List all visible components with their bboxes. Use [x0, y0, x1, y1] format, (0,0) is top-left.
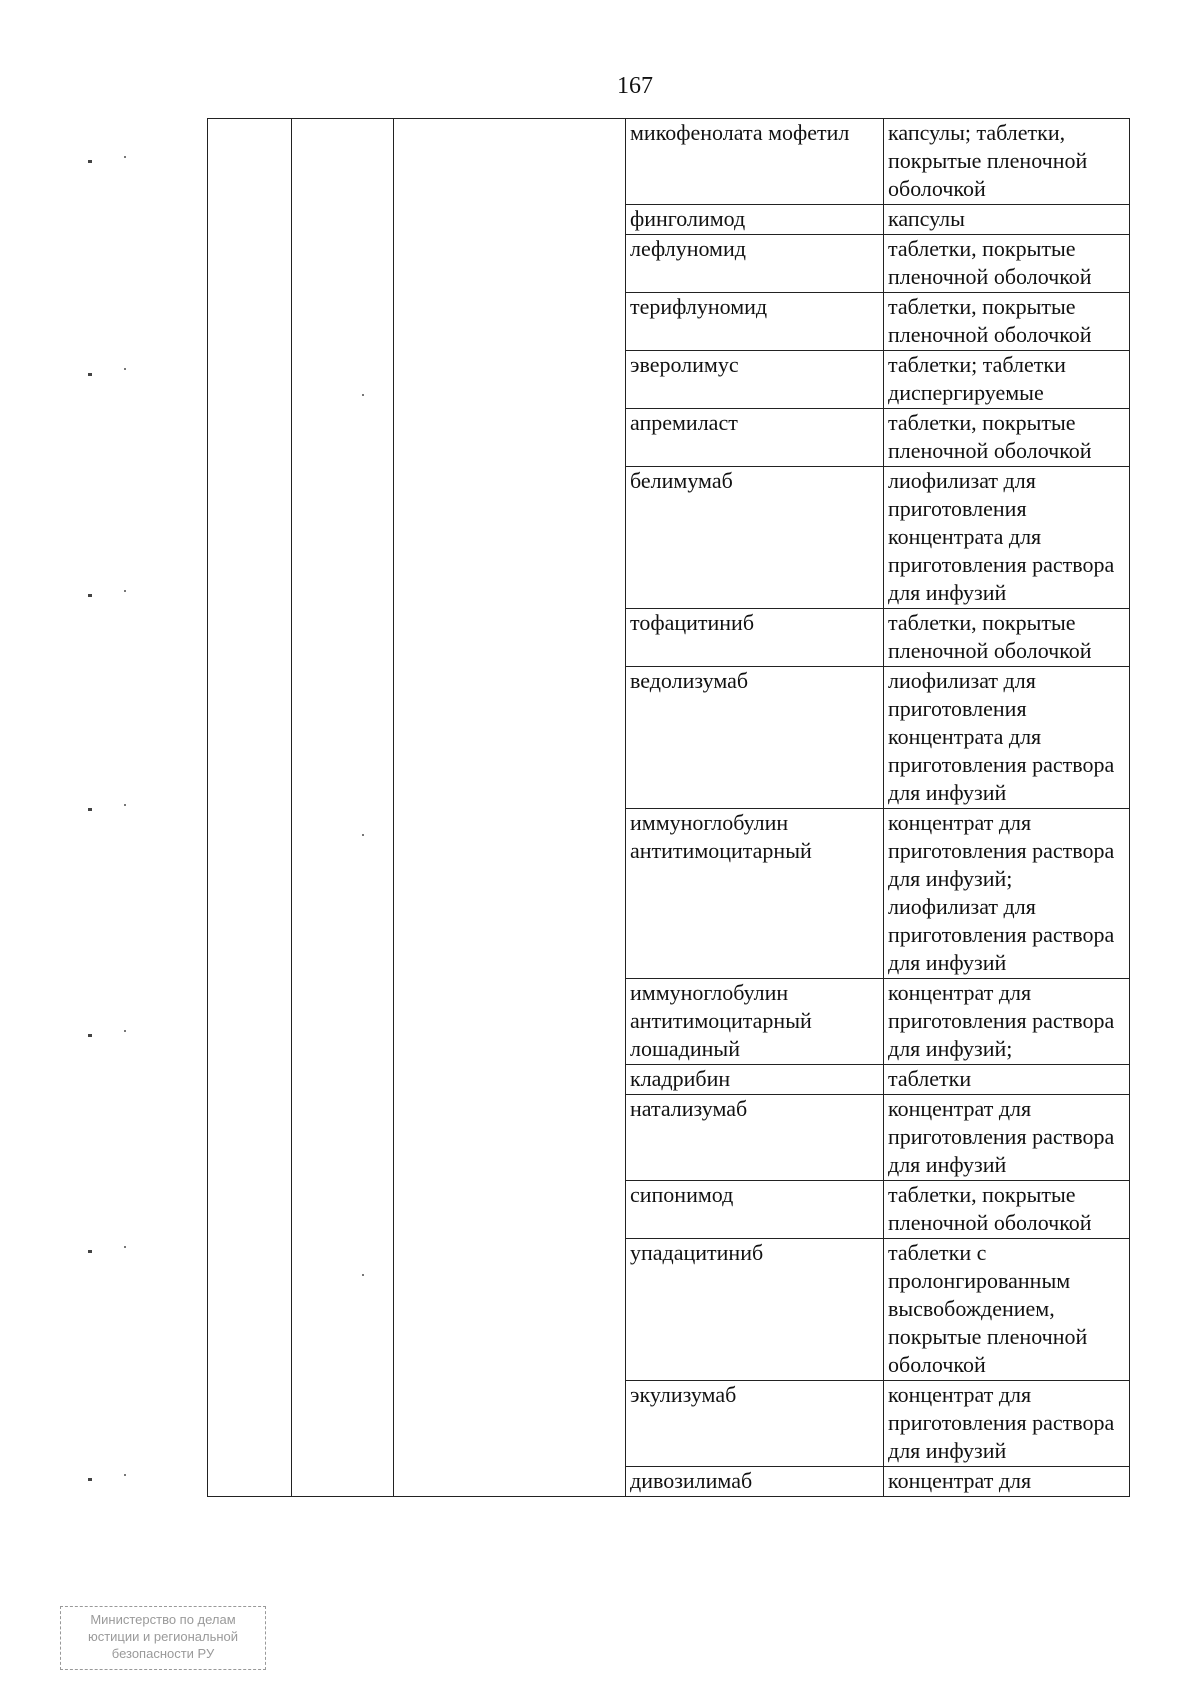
drug-name-cell: апремиласт	[626, 409, 884, 467]
dosage-form-cell: таблетки	[884, 1065, 1130, 1095]
scan-mark	[124, 156, 126, 158]
registration-stamp	[60, 1606, 266, 1670]
stamp-line: безопасности РУ	[111, 1646, 215, 1661]
scan-mark	[124, 1030, 126, 1032]
dosage-form-cell: таблетки, покрытые пленочной оболочкой	[884, 409, 1130, 467]
dosage-form-cell: таблетки, покрытые пленочной оболочкой	[884, 609, 1130, 667]
scan-mark	[124, 1474, 126, 1476]
stamp-line: Министерство по делам	[90, 1612, 236, 1627]
drug-name-cell: тофацитиниб	[626, 609, 884, 667]
scan-mark	[124, 590, 126, 592]
table-row	[208, 119, 1130, 205]
drug-name-cell: терифлуномид	[626, 293, 884, 351]
dosage-form-cell: таблетки, покрытые пленочной оболочкой	[884, 293, 1130, 351]
scan-mark	[124, 804, 126, 806]
scan-mark	[88, 594, 92, 597]
scan-mark	[88, 1478, 92, 1481]
drug-name-cell: финголимод	[626, 205, 884, 235]
drug-name-cell: лефлуномид	[626, 235, 884, 293]
drug-name-cell: иммуноглобулин антитимоцитарный	[626, 809, 884, 979]
dosage-form-cell: капсулы	[884, 205, 1130, 235]
stamp-line: юстиции и региональной	[87, 1629, 239, 1644]
scan-mark	[88, 1250, 92, 1253]
page-number: 167	[617, 73, 653, 99]
drug-name-cell: иммуноглобулин антитимоцитарный лошадиный	[626, 979, 884, 1065]
dosage-form-cell: таблетки, покрытые пленочной оболочкой	[884, 1181, 1130, 1239]
dosage-form-cell: концентрат для приготовления раствора для инфузий; лиофилизат для приготовления раствора для инфузий	[884, 809, 1130, 979]
drug-name-cell: белимумаб	[626, 467, 884, 609]
drug-name-cell: экулизумаб	[626, 1381, 884, 1467]
scan-mark	[124, 1246, 126, 1248]
dosage-form-cell: таблетки с пролонгированным высвобождением, покрытые пленочной оболочкой	[884, 1239, 1130, 1381]
empty-column-cell	[292, 119, 394, 1497]
scan-mark	[88, 373, 92, 376]
drug-name-cell: натализумаб	[626, 1095, 884, 1181]
scan-mark	[88, 160, 92, 163]
empty-column-cell	[394, 119, 626, 1497]
scan-mark	[88, 1034, 92, 1037]
dosage-form-cell: концентрат для приготовления раствора для инфузий	[884, 1095, 1130, 1181]
drug-table	[207, 118, 1130, 1497]
dosage-form-cell: таблетки, покрытые пленочной оболочкой	[884, 235, 1130, 293]
dosage-form-cell: капсулы; таблетки, покрытые пленочной оболочкой	[884, 119, 1130, 205]
drug-name-cell: упадацитиниб	[626, 1239, 884, 1381]
drug-name-cell: сипонимод	[626, 1181, 884, 1239]
empty-column-cell	[208, 119, 292, 1497]
scan-mark	[124, 368, 126, 370]
drug-name-cell: микофенолата мофетил	[626, 119, 884, 205]
drug-name-cell: эверолимус	[626, 351, 884, 409]
dosage-form-cell: лиофилизат для приготовления концентрата для приготовления раствора для инфузий	[884, 467, 1130, 609]
drug-table-body	[208, 119, 1130, 1497]
dosage-form-cell: концентрат для приготовления раствора для инфузий;	[884, 979, 1130, 1065]
drug-name-cell: ведолизумаб	[626, 667, 884, 809]
dosage-form-cell: концентрат для	[884, 1467, 1130, 1497]
dosage-form-cell: лиофилизат для приготовления концентрата для приготовления раствора для инфузий	[884, 667, 1130, 809]
drug-name-cell: кладрибин	[626, 1065, 884, 1095]
scan-mark	[88, 808, 92, 811]
dosage-form-cell: таблетки; таблетки диспергируемые	[884, 351, 1130, 409]
dosage-form-cell: концентрат для приготовления раствора для инфузий	[884, 1381, 1130, 1467]
drug-name-cell: дивозилимаб	[626, 1467, 884, 1497]
